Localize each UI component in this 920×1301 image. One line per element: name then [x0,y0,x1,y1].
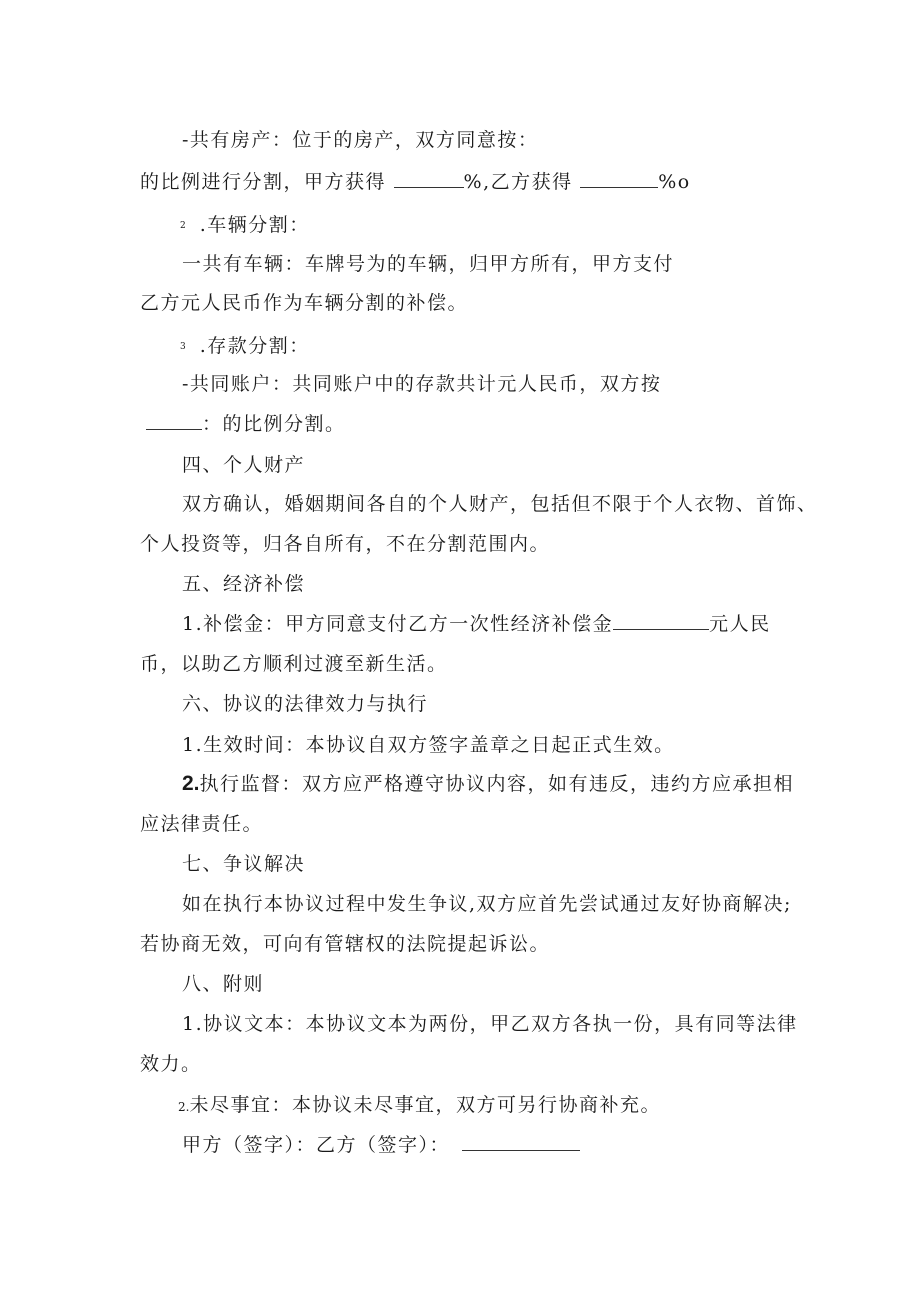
item-number: 2. [178,1100,190,1114]
clause-vehicle-compensation [140,289,468,317]
text: 七、争议解决 [182,853,306,875]
heading-deposit-division [180,332,310,361]
item-number: 2 [180,221,186,231]
text: -共有房产：位于的房产，双方同意按： [182,129,539,151]
text: 六、协议的法律效力与执行 [182,693,429,715]
clause-effective-date [182,731,675,759]
paragraph-dispute [182,890,792,918]
clause-supervision [182,770,794,798]
clause-supervision-cont [140,810,263,838]
text: 元人民 [709,613,771,635]
clause-shared-vehicle [182,250,674,278]
item-number: 2. [182,772,200,795]
text: 八、附则 [182,973,265,995]
text: 乙方元人民币作为车辆分割的补偿。 [140,292,469,314]
signature-blank [462,1132,580,1151]
text: 个人投资等，归各自所有，不在分割范围内。 [140,533,551,555]
clause-compensation-amount [182,610,771,638]
text: %,乙方获得 [463,171,581,193]
text: 1.协议文本：本协议文本为两份，甲乙双方各执一份，具有同等法律 [182,1013,798,1035]
text: 的比例进行分割，甲方获得 [140,171,394,193]
section-economic-compensation [182,570,305,598]
text: 五、经济补偿 [182,573,306,595]
paragraph-personal-property-cont [140,530,550,558]
text: 若协商无效，可向有管辖权的法院提起诉讼。 [140,933,551,955]
section-dispute-resolution [182,850,305,878]
text: 如在执行本协议过程中发生争议,双方应首先尝试通过友好协商解决; [182,893,792,915]
text: 甲方（签字）：乙方（签字）： [182,1134,451,1156]
section-legal-effect [182,690,428,718]
section-personal-property [182,451,305,479]
text: 四、个人财产 [182,454,306,476]
paragraph-dispute-cont [140,930,550,958]
text: 效力。 [140,1053,202,1075]
text: ：的比例分割。 [202,413,346,435]
text: -共同账户：共同账户中的存款共计元人民币，双方按 [182,373,662,395]
text: 1.补偿金：甲方同意支付乙方一次性经济补偿金 [182,613,614,635]
clause-agreement-copies [182,1010,798,1038]
text: 币，以助乙方顺利过渡至新生活。 [140,653,448,675]
text: 1.生效时间：本协议自双方签字盖章之日起正式生效。 [182,734,675,756]
heading-vehicle-division [180,211,310,240]
text: %o [658,171,691,193]
text: 应法律责任。 [140,813,264,835]
text: 双方确认，婚姻期间各自的个人财产，包括但不限于个人衣物、首饰、 [182,493,818,515]
text: .车辆分割： [199,214,310,236]
blank-line [613,611,709,630]
text: 一共有车辆：车牌号为的车辆，归甲方所有，甲方支付 [182,253,675,275]
clause-shared-property [182,126,538,154]
text: 未尽事宜：本协议未尽事宜，双方可另行协商补充。 [189,1094,661,1116]
signature-line [182,1131,580,1159]
section-supplementary [182,970,264,998]
blank-line [394,169,464,188]
blank-line [146,411,202,430]
item-number: 3 [180,342,186,352]
clause-account-ratio [146,410,346,438]
clause-shared-account [182,370,661,398]
clause-agreement-copies-cont [140,1050,202,1078]
clause-compensation-purpose [140,650,448,678]
text: 执行监督：双方应严格遵守协议内容，如有违反，违约方应承担相 [199,773,795,795]
text: .存款分割： [199,335,310,357]
clause-property-ratio [140,168,691,196]
clause-unresolved-matters [178,1091,661,1121]
paragraph-personal-property [182,490,818,518]
blank-line [580,169,658,188]
